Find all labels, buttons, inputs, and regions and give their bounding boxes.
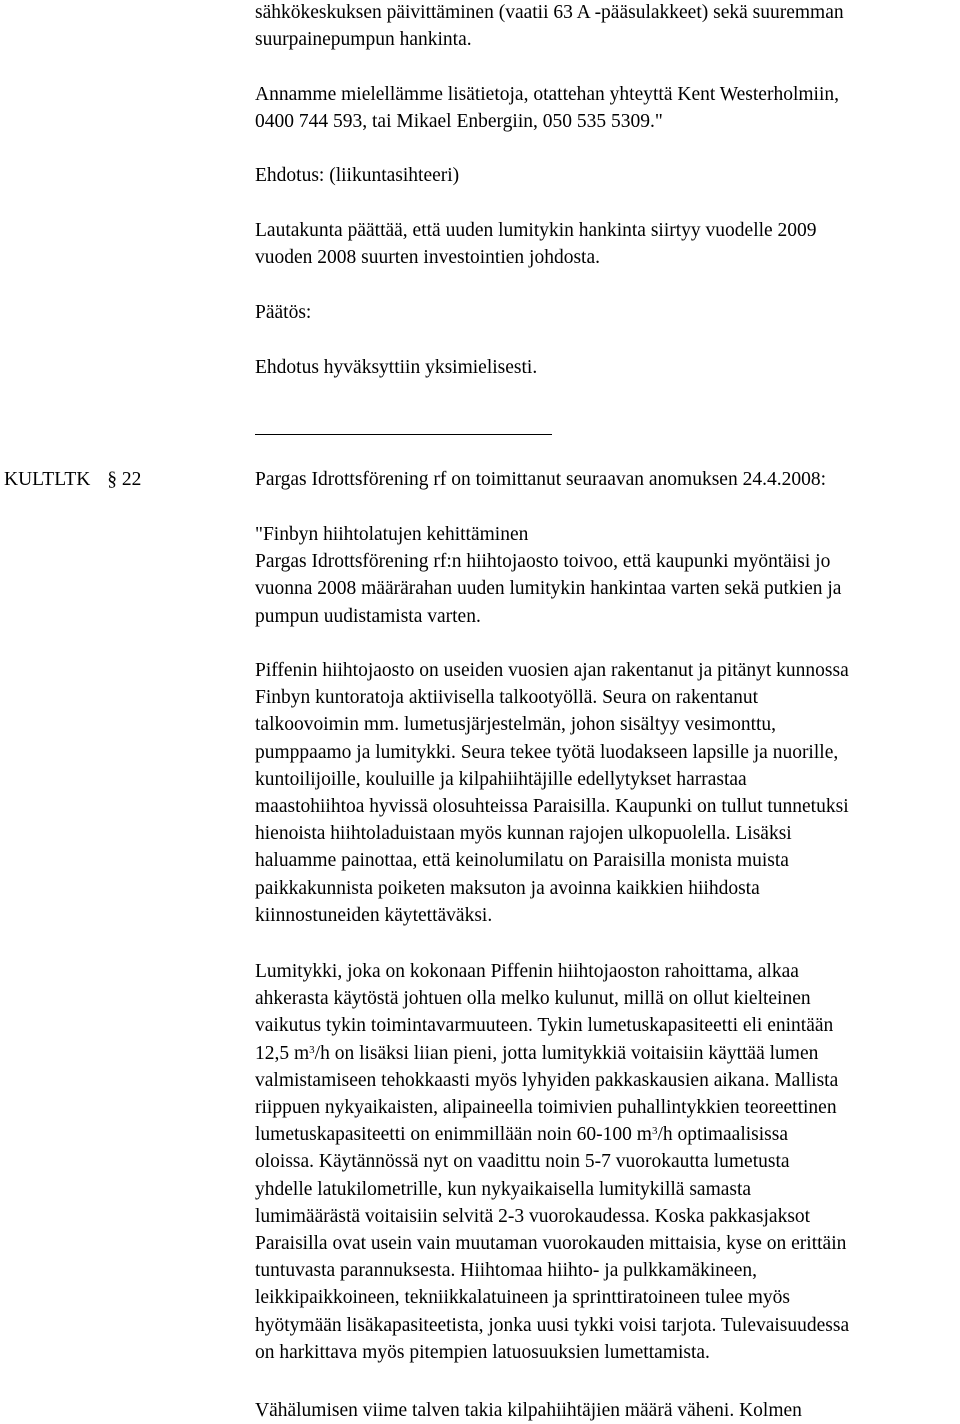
text-line: haluamme painottaa, että keinolumilatu on Paraisilla monista muista [255, 850, 789, 872]
text-line: Vähälumisen viime talven takia kilpahiihtäjien määrä väheni. Kolmen [255, 1400, 802, 1421]
decision-label: Päätös: [255, 302, 312, 323]
text-line: kiinnostuneiden käytettäväksi. [255, 904, 493, 926]
decision-text: Ehdotus hyväksyttiin yksimielisesti. [255, 357, 538, 378]
text-line: vuonna 2008 määrärahan uuden lumitykin hankintaa varten sekä putkien ja [255, 578, 842, 600]
text-line: kuntoilijoille, kouluille ja kilpahiihtäjille edellytykset harrastaa [255, 768, 747, 790]
text-line: maastohiihtoa hyvissä olosuhteissa Paraisilla. Kaupunki on tullut tunnetuksi [255, 796, 849, 818]
text-line: paikkakunnista poiketen maksuton ja avoinna kaikkien hiihdosta [255, 877, 760, 899]
application-paragraph-4 [255, 1397, 955, 1424]
text-line: Finbyn kuntoratoja aktiivisella talkootyöllä. Seura on rakentanut [255, 687, 759, 709]
text-line: riippuen nykyaikaisten, alipaineella toimivien puhallintykkien teoreettinen [255, 1097, 837, 1119]
section-heading: Pargas Idrottsförening rf on toimittanut seuraavan anomuksen 24.4.2008: [255, 469, 826, 490]
application-paragraph-1 [255, 521, 955, 630]
text-line: ahkerasta käytöstä johtuen olla melko kulunut, millä on ollut kielteinen [255, 988, 811, 1010]
section-symbol: § [107, 469, 117, 490]
application-paragraph-3 [255, 958, 955, 1366]
text-line: tuntuvasta parannuksesta. Hiihtomaa hiihto- ja pulkkamäkineen, [255, 1260, 757, 1282]
text-line: "Finbyn hiihtolatujen kehittäminen [255, 524, 529, 545]
text-line: Lautakunta päättää, että uuden lumitykin hankinta siirtyy vuodelle 2009 [255, 220, 817, 241]
text-line: lumimäärästä voitaisiin selvitä 2-3 vuorokaudessa. Koska pakkasjaksot [255, 1205, 811, 1227]
text-line: Pargas Idrottsförening rf:n hiihtojaosto toivoo, että kaupunki myöntäisi jo [255, 551, 831, 573]
text-line: vuoden 2008 suurten investointien johdosta. [255, 247, 601, 269]
text-line: pumppaamo ja lumitykki. Seura tekee työtä luodakseen lapsille ja nuorille, [255, 741, 839, 763]
text-line: Paraisilla ovat usein vain muutaman vuorokauden mittaisia, kyse on erittäin [255, 1233, 847, 1255]
section-org: KULTLTK [4, 469, 91, 490]
text-line: 12,5 $m^3/h$ on lisäksi liian pieni, jotta lumitykkiä voitaisiin käyttää lumen [255, 1042, 819, 1064]
section-number: 22 [121, 469, 142, 490]
text-line: Annamme mielellämme lisätietoja, otattehan yhteyttä Kent Westerholmiin, [255, 84, 839, 105]
text-line: leikkipaikkoineen, tekniikkalatuineen ja sprinttiratoineen tulee myös [255, 1287, 791, 1309]
text-line: lumetuskapasiteetti on enimmillään noin 60-100 $m^3/h$ optimaalisissa [255, 1124, 789, 1146]
section-divider [255, 434, 552, 435]
text-line: Piffenin hiihtojaosto on useiden vuosien ajan rakentanut ja pitänyt kunnossa [255, 660, 849, 681]
text-line: vaikutus tykin toimintavarmuuteen. Tykin lumetuskapasiteetti eli enintään [255, 1015, 834, 1037]
text-line: yhdelle latukilometrille, kun nykyaikaisella lumitykillä samasta [255, 1178, 752, 1200]
text-line: pumpun uudistamista varten. [255, 605, 481, 627]
intro-paragraph [255, 0, 955, 53]
superscript: 3 [309, 1043, 315, 1056]
text-line: oloissa. Käytännössä nyt on vaadittu noin 5-7 vuorokautta lumetusta [255, 1151, 790, 1173]
text-line: sähkökeskuksen päivittäminen (vaatii 63 A -pääsulakkeet) sekä suuremman [255, 2, 844, 23]
text-line: suurpainepumpun hankinta. [255, 29, 472, 51]
text-line: 0400 744 593, tai Mikael Enbergiin, 050 535 5309." [255, 111, 663, 133]
text-line: valmistamiseen tehokkaasti myös lyhyiden pakkaskausien aikana. Mallista [255, 1069, 839, 1091]
proposal-label: Ehdotus: (liikuntasihteeri) [255, 165, 460, 186]
text-line: on harkittava myös pitempien latuosuuksien lumettamista. [255, 1341, 710, 1363]
section-reference [4, 466, 141, 493]
text-line: hyötymään lisäkapasiteetista, jonka uusi tykki voisi tarjota. Tulevaisuudessa [255, 1314, 850, 1336]
text-line: hienoista hiihtoladuistaan myös kunnan rajojen ulkopuolella. Lisäksi [255, 823, 792, 845]
proposal-paragraph [255, 217, 955, 271]
superscript: 3 [651, 1125, 658, 1138]
contact-paragraph [255, 81, 955, 135]
text-line: talkoovoimin mm. lumetusjärjestelmän, johon sisältyy vesimonttu, [255, 714, 777, 736]
text-line: Lumitykki, joka on kokonaan Piffenin hiihtojaoston rahoittama, alkaa [255, 961, 799, 982]
application-paragraph-2 [255, 657, 955, 929]
